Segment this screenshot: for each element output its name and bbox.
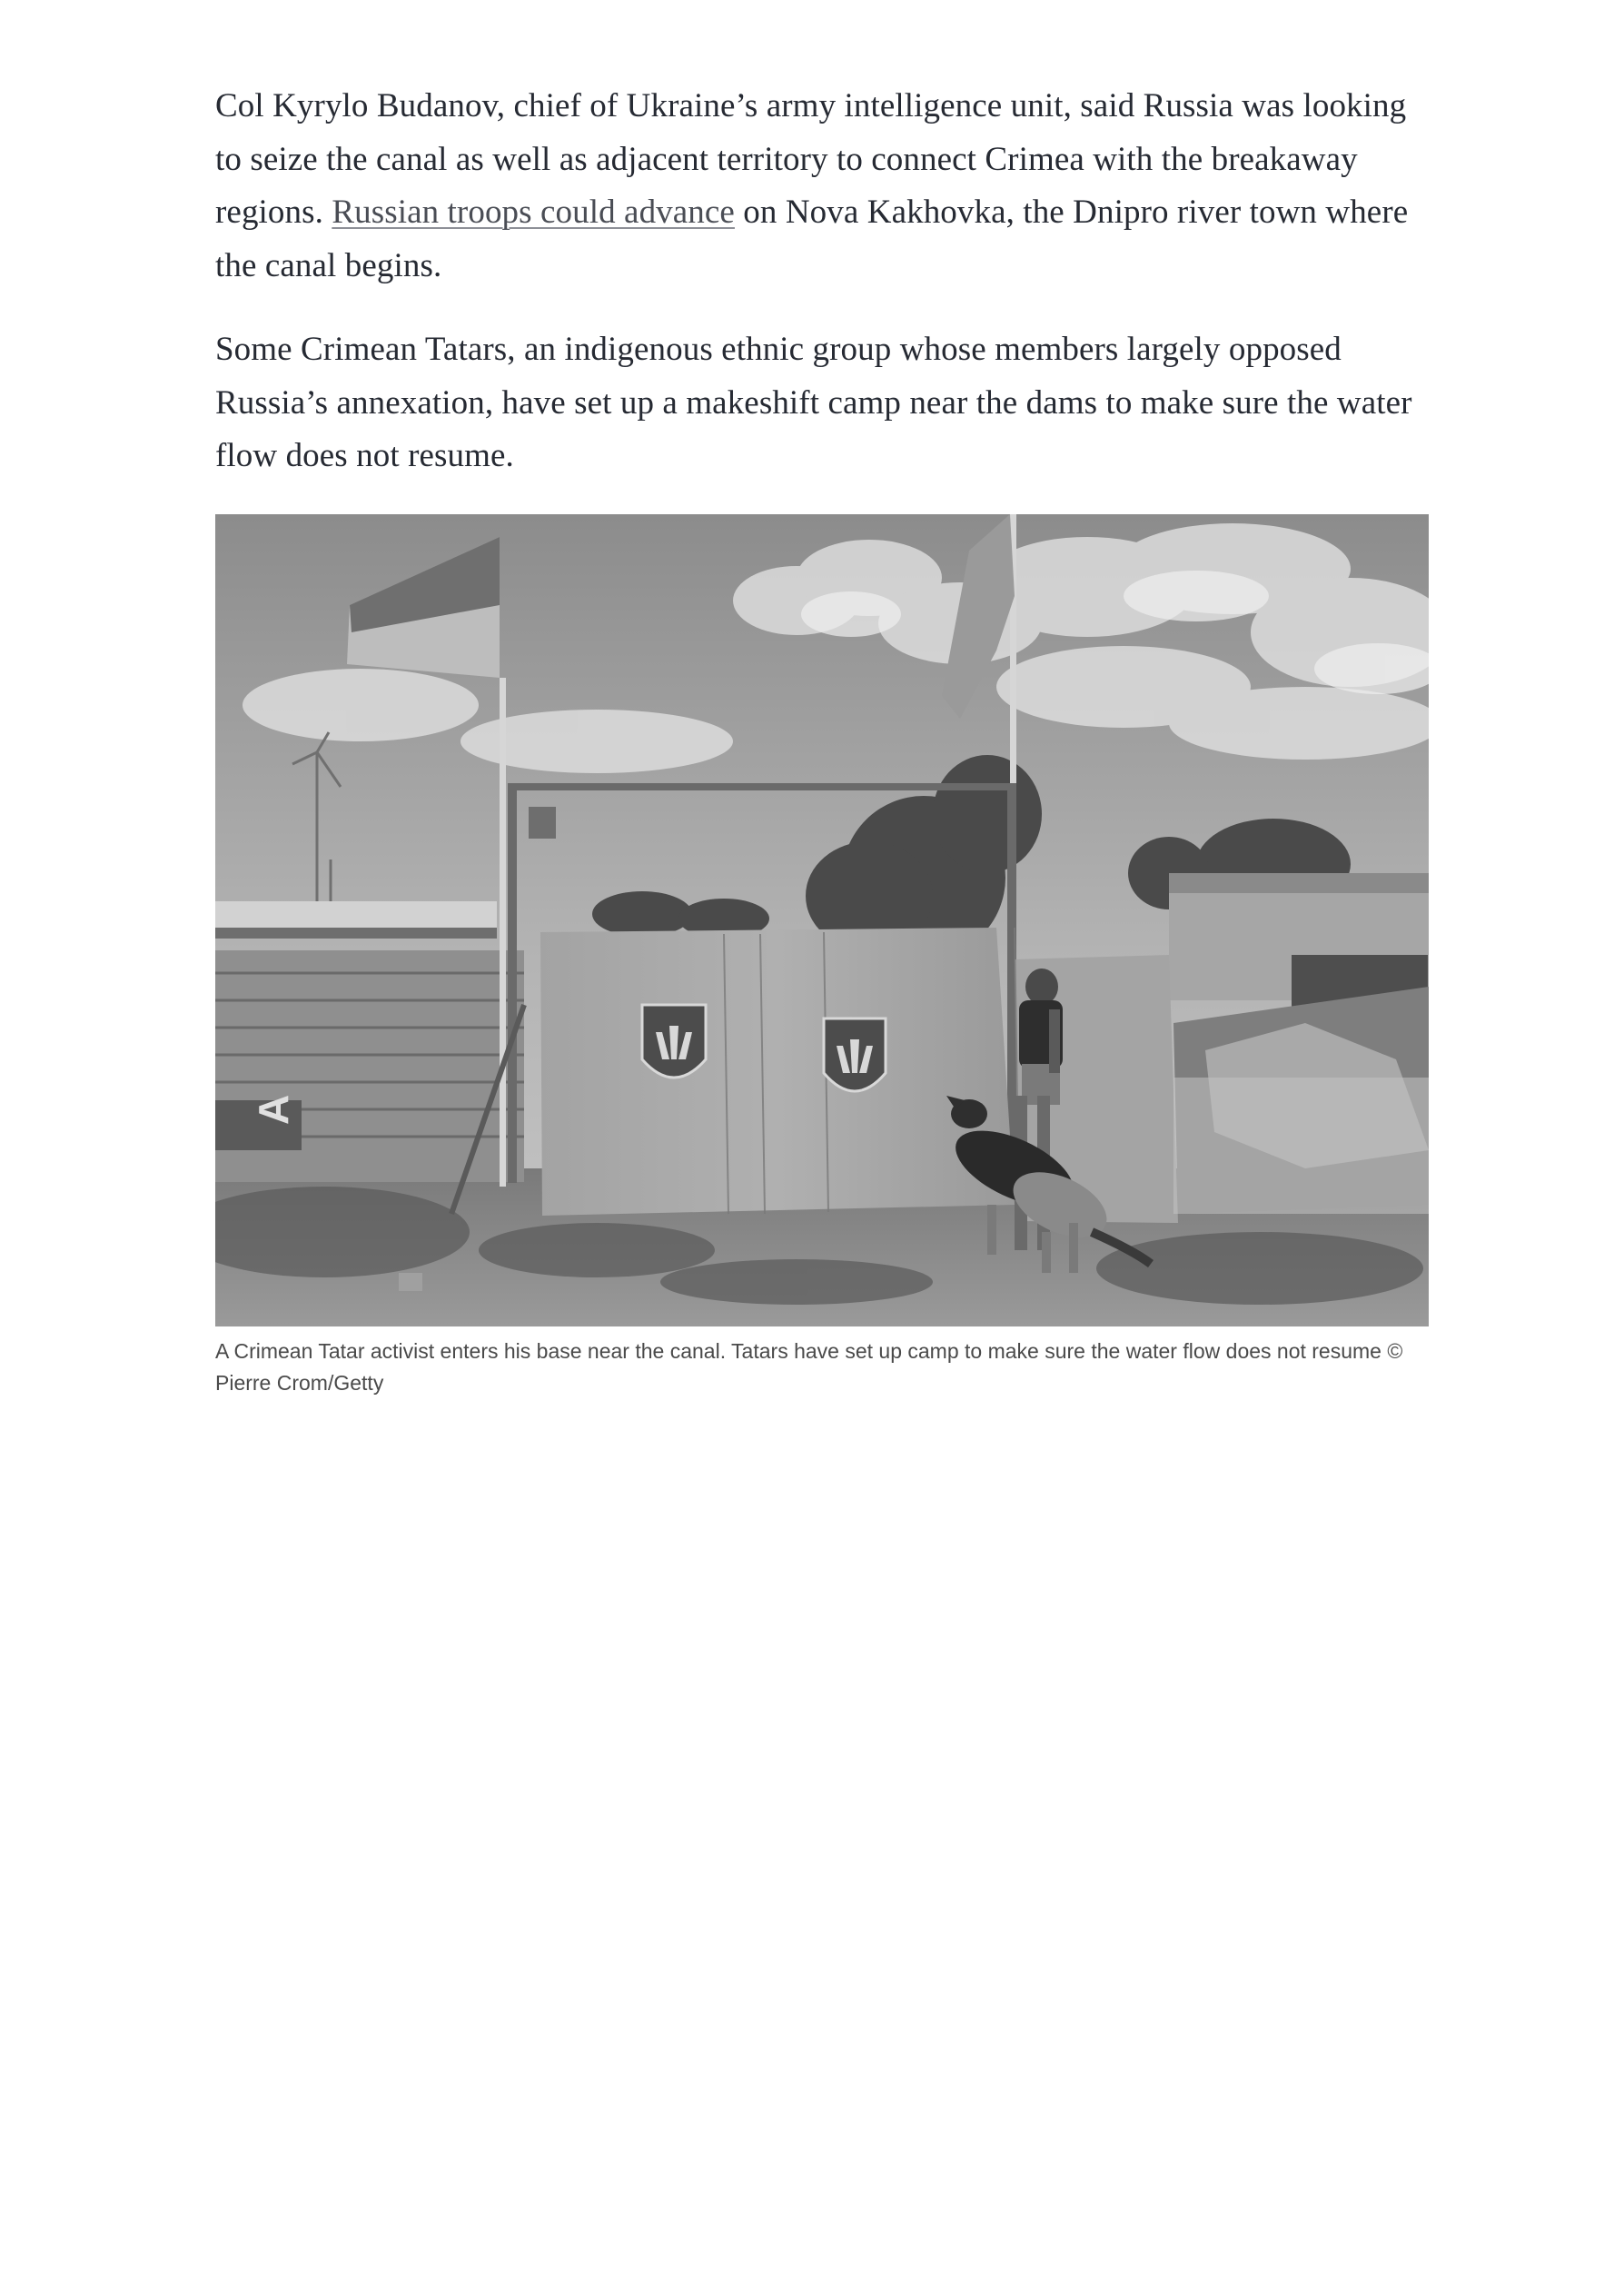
- article-figure: [215, 514, 1429, 1399]
- figure-caption: A Crimean Tatar activist enters his base near the canal. Tatars have set up camp to make sure the water flow does not resume © Pierre Crom/Getty: [215, 1338, 1403, 1395]
- paragraph-text: on Nova Kakhovka, the Dnipro river town where the canal begins.: [215, 194, 1409, 284]
- paragraph-tatars: Some Crimean Tatars, an indigenous ethnic group whose members largely opposed Russia’s annexation, have set up a makeshift camp near the dams to make sure the water flow does not resume.: [215, 331, 1412, 474]
- russian-troops-link[interactable]: Russian troops could advance: [332, 194, 735, 231]
- photo-tatar-camp: [215, 514, 1429, 1326]
- paragraph-budanov: [215, 80, 1429, 293]
- svg-text:A: A: [250, 1094, 297, 1125]
- article-body: [215, 80, 1429, 1399]
- paragraph-text: Col Kyrylo Budanov, chief of Ukraine’s army intelligence unit, said Russia was looking to seize the canal as well as adjacent territory to connect Crimea with the breakaway regions.: [215, 87, 1407, 231]
